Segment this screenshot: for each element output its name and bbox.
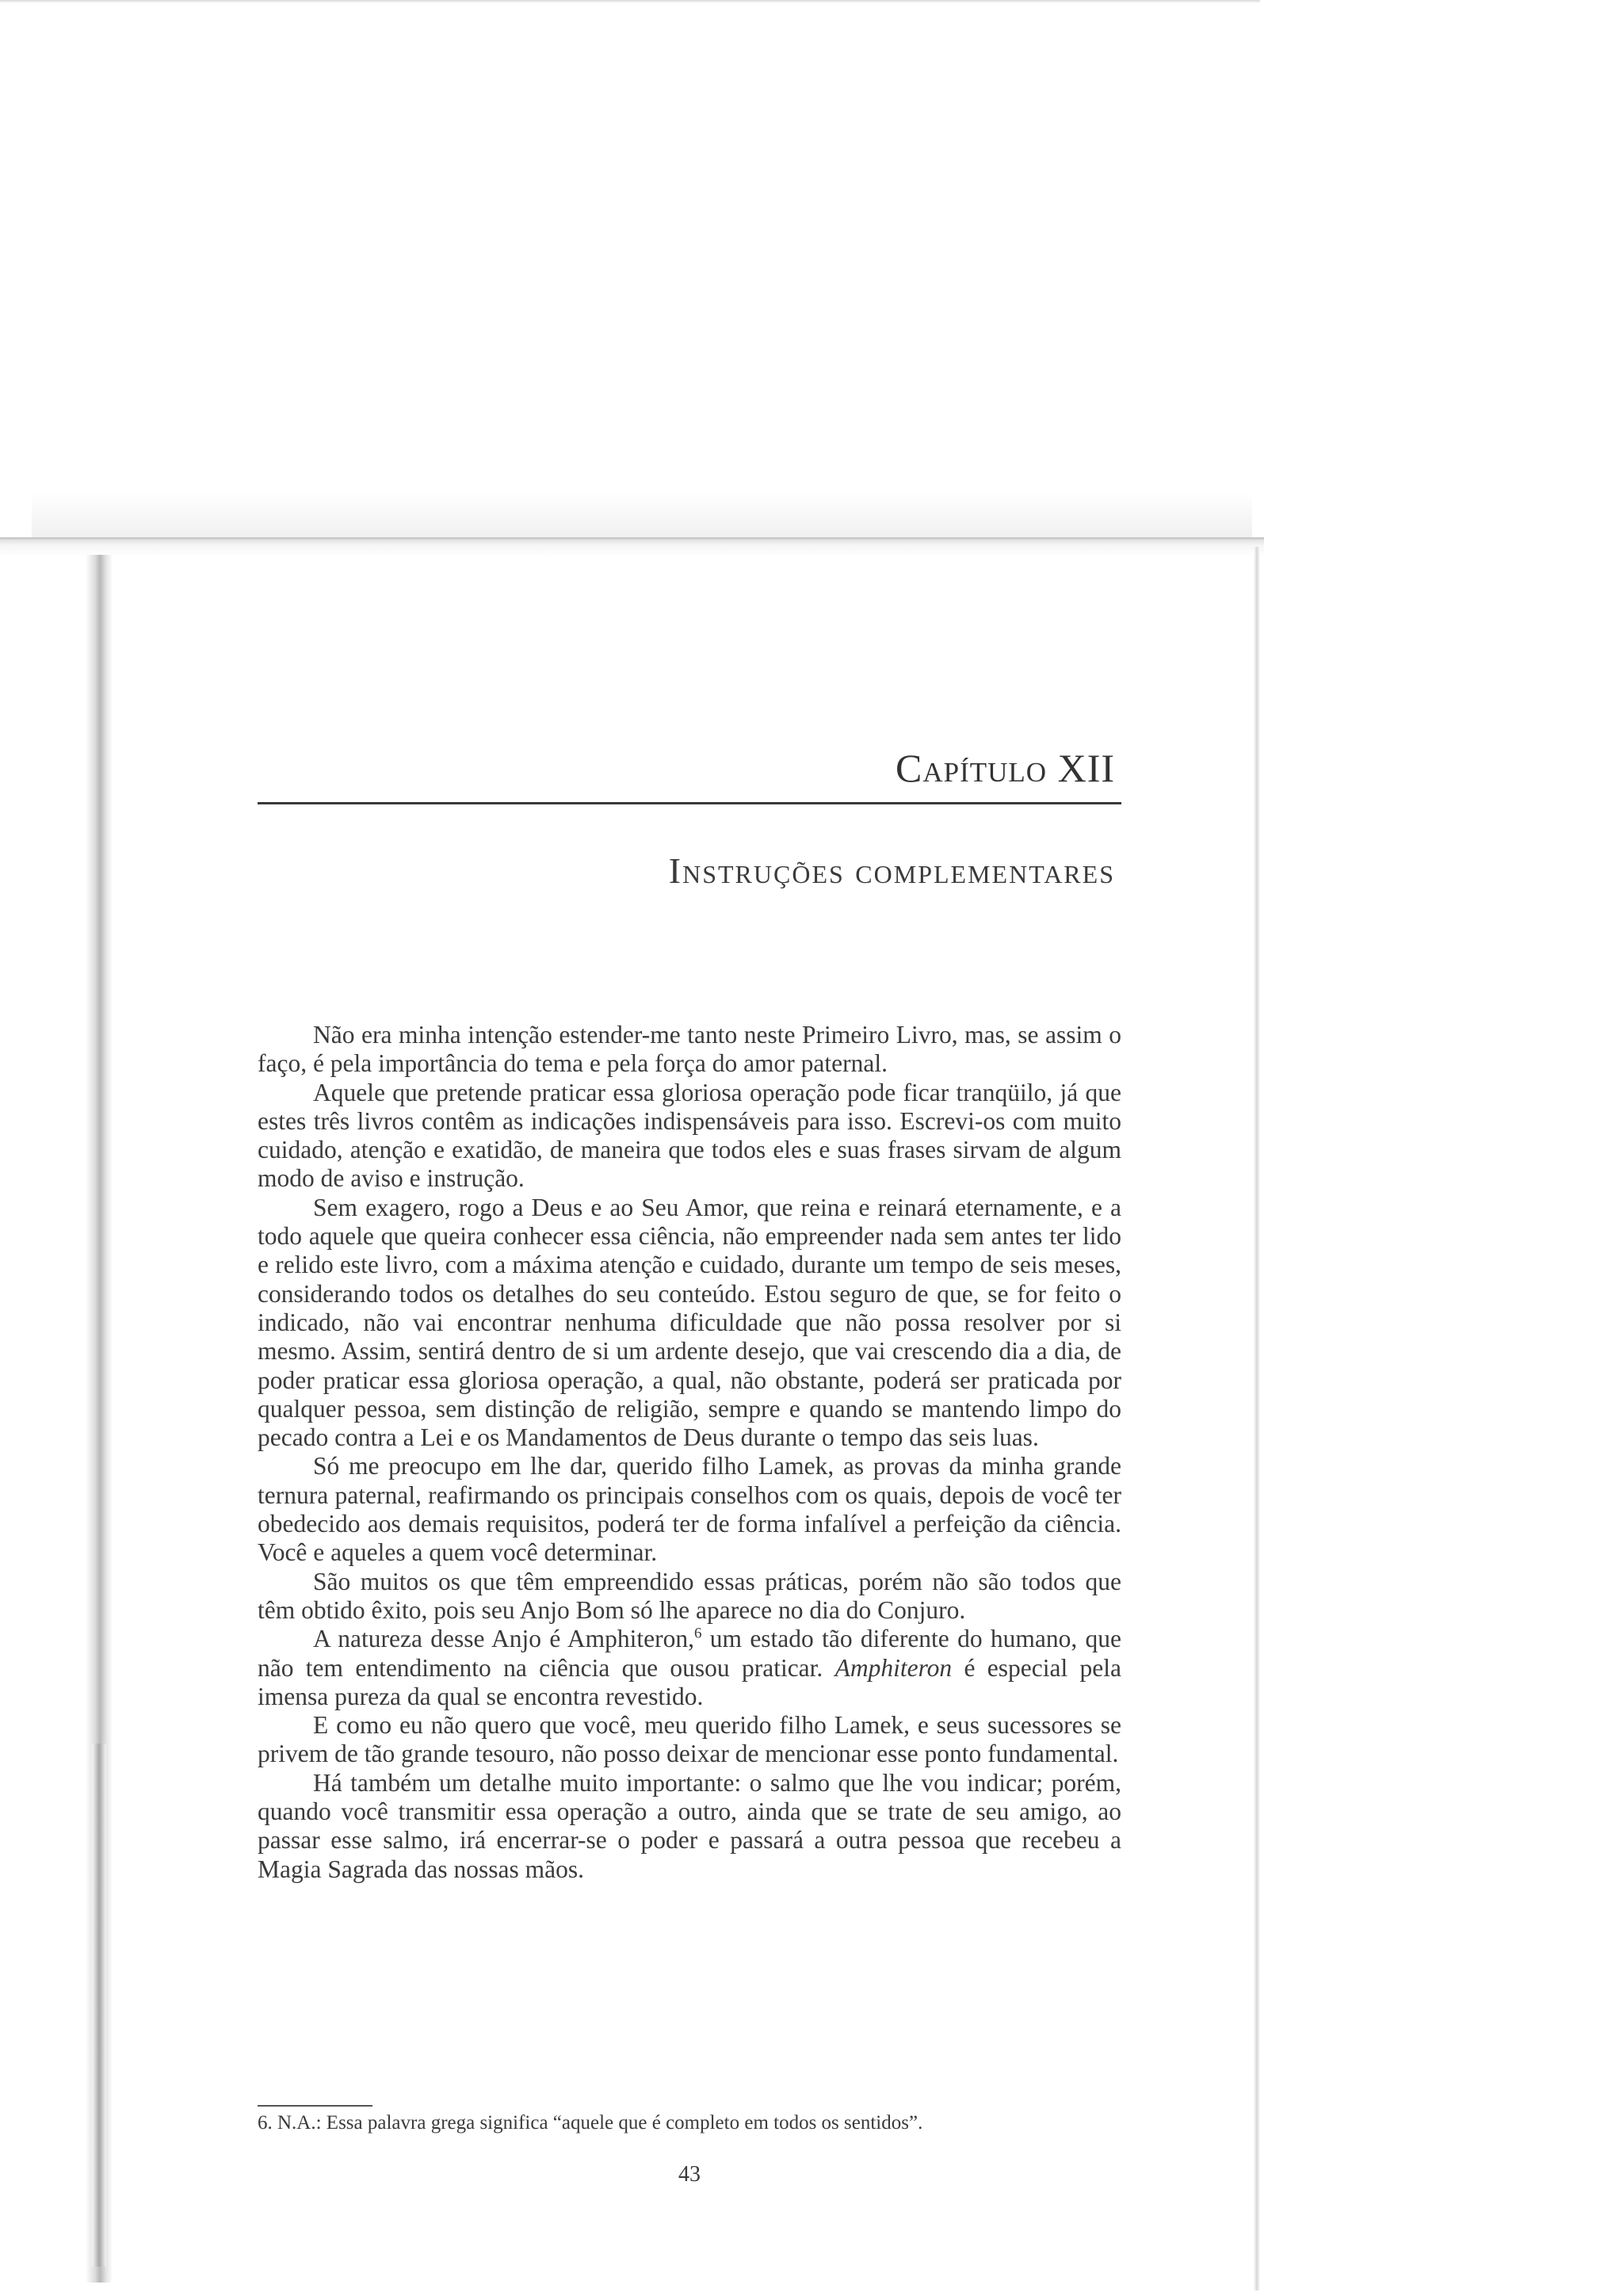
chapter-rule — [258, 802, 1121, 804]
chapter-label: Capítulo XII — [896, 746, 1115, 790]
paragraph-text: um estado tão diferente do humano, que não tem entendimento na ciência que ousou praticar. — [258, 1625, 1121, 1682]
footnote-reference[interactable]: 6 — [693, 1625, 702, 1642]
book-page — [258, 0, 1121, 2296]
paragraph: E como eu não quero que você, meu querido filho Lamek, e seus sucessores se privem de tão grande tesouro, não posso deixar de mencionar esse ponto fundamental. — [258, 1711, 1121, 1768]
paragraph-text: é especial pela imensa pureza da qual se encontra revestido. — [258, 1653, 1121, 1710]
chapter-title: Instruções complementares — [668, 850, 1115, 891]
italic-term: Amphiteron — [834, 1653, 953, 1682]
paragraph: Há também um detalhe muito importante: o salmo que lhe vou indicar; porém, quando você transmitir essa operação a outro, ainda que se trate de seu amigo, ao passar esse salmo, irá encerrar-se o poder e passará a outra pessoa que recebeu a Magia Sagrada das nossas mãos. — [258, 1768, 1121, 1883]
footnote: 6. N.A.: Essa palavra grega significa “aquele que é completo em todos os sentidos”. — [258, 2112, 923, 2134]
scan-right-edge — [1254, 547, 1260, 2290]
paragraph: Sem exagero, rogo a Deus e ao Seu Amor, que reina e reinará eternamente, e a todo aquele que queira conhecer essa ciência, não empreender nada sem antes ter lido e relido este livro, com a máxima atenção e cuidado, durante um tempo de seis meses, considerando todos os detalhes do seu conteúdo. Estou seguro de que, se for feito o indicado, não vai encontrar nenhuma dificuldade que não possa resolver por si mesmo. Assim, sentirá dentro de si um ardente desejo, que vai crescendo dia a dia, de poder praticar essa gloriosa operação, a qual, não obstante, poderá ser praticada por qualquer pessoa, sem distinção de religião, sempre e quando se mantendo limpo do pecado contra a Lei e os Mandamentos de Deus durante o tempo das seis luas. — [258, 1193, 1121, 1452]
body-text — [258, 1021, 1121, 1884]
paragraph — [258, 1625, 1121, 1711]
paragraph: São muitos os que têm empreendido essas práticas, porém não são todos que têm obtido êxito, pois seu Anjo Bom só lhe aparece no dia do Conjuro. — [258, 1567, 1121, 1624]
footnote-rule — [258, 2105, 372, 2107]
scan-binding-shadow — [92, 1744, 106, 2267]
paragraph-text: A natureza desse Anjo é Amphiteron, — [313, 1625, 694, 1653]
paragraph: Aquele que pretende praticar essa gloriosa operação pode ficar tranqüilo, já que estes três livros contêm as indicações indispensáveis para isso. Escrevi-os com muito cuidado, atenção e exatidão, de maneira que todos eles e suas frases sirvam de algum modo de aviso e instrução. — [258, 1078, 1121, 1193]
page-number: 43 — [678, 2162, 701, 2187]
paragraph: Só me preocupo em lhe dar, querido filho Lamek, as provas da minha grande ternura paternal, reafirmando os principais conselhos com os quais, depois de você ter obedecido aos demais requisitos, poderá ter de forma infalível a perfeição da ciência. Você e aqueles a quem você determinar. — [258, 1452, 1121, 1567]
paragraph: Não era minha intenção estender-me tanto neste Primeiro Livro, mas, se assim o faço, é pela importância do tema e pela força do amor paternal. — [258, 1021, 1121, 1078]
